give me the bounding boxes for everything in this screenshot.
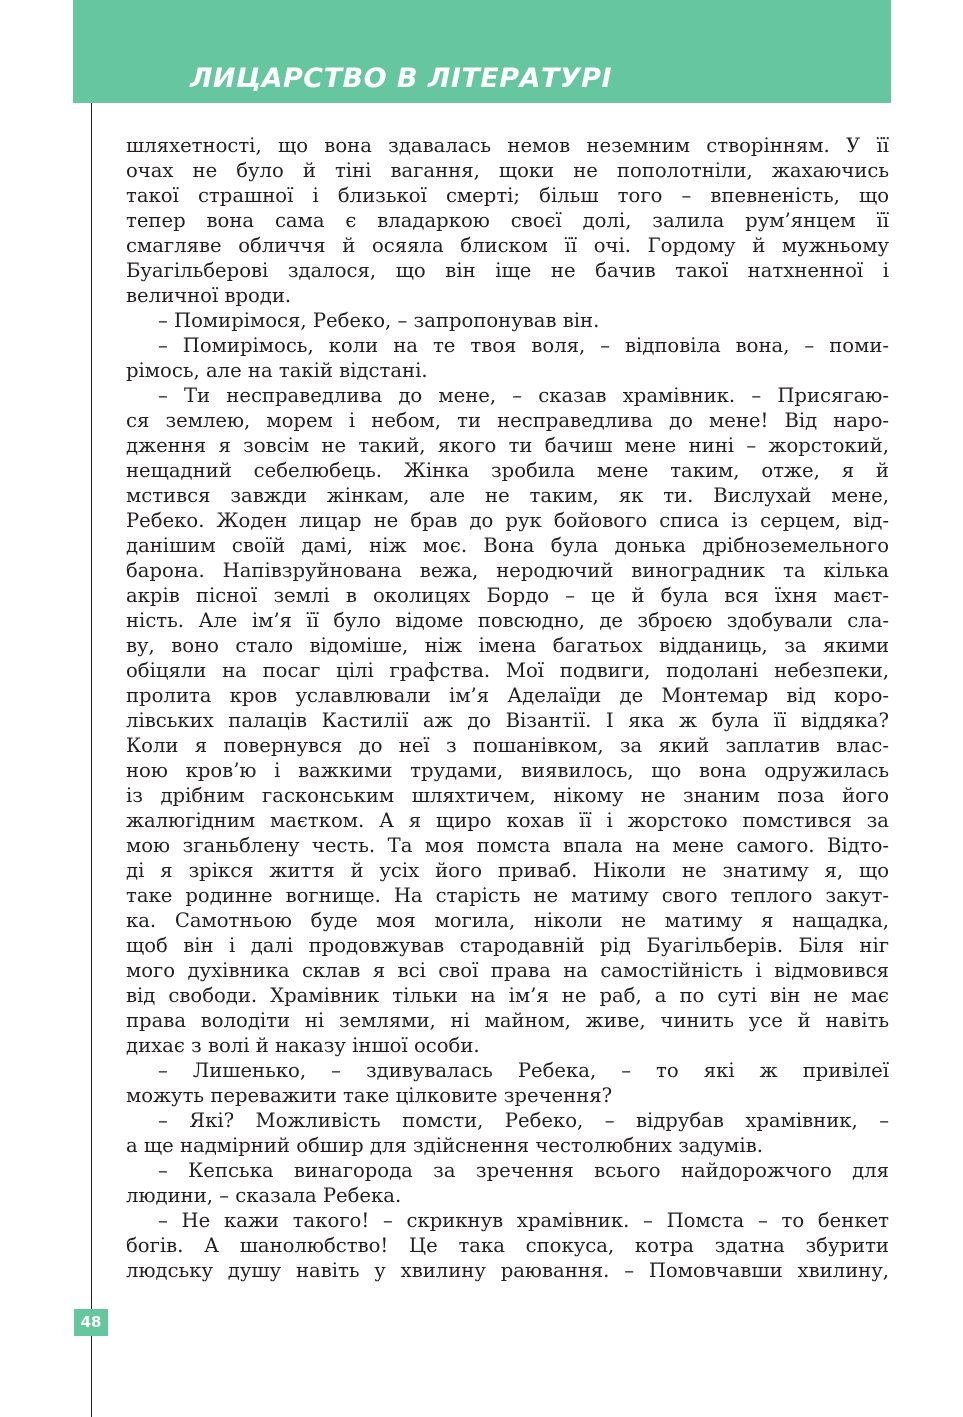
- text-line: – Лишенько, – здивувалась Ребека, – то які ж привілеї: [158, 1059, 889, 1082]
- running-header-title: ЛИЦАРСТВО В ЛІТЕРАТУРІ: [190, 63, 612, 94]
- text-line: очах не було й тіні вагання, щоки не пополотніли, жахаючись: [126, 159, 889, 182]
- text-line: ною кров’ю і важкими трудами, виявилось, що вона одружилась: [126, 759, 889, 782]
- text-line: мстився завжди жінкам, але не таким, як ти. Вислухай мене,: [126, 484, 889, 507]
- text-line: мою зганьблену честь. Та моя помста впала на мене самого. Відто-: [126, 834, 889, 857]
- text-line: жалюгідним маєтком. А я щиро кохав її і жорстоко помстився за: [126, 809, 889, 832]
- text-line: Буагільберові здалося, що він іще не бачив такої натхненної і: [126, 259, 889, 282]
- text-line: дження я зовсім не такий, якого ти бачиш мене нині – жорстокий,: [126, 434, 889, 457]
- header-band: [73, 0, 891, 103]
- text-line: права володіти ні землями, ні майном, живе, чинить усе й навіть: [126, 1009, 889, 1032]
- text-line: – Кепська винагорода за зречення всього найдорожчого для: [158, 1159, 889, 1182]
- text-line: дихає з волі й наказу іншої особи.: [126, 1034, 480, 1057]
- text-line: можуть переважити таке цілковите зречення?: [126, 1084, 613, 1107]
- text-line: данішим своїй дамі, ніж моє. Вона була донька дрібноземельного: [126, 534, 889, 557]
- text-line: людини, – сказала Ребека.: [126, 1184, 402, 1207]
- body-text: [126, 133, 889, 1283]
- text-line: шляхетності, що вона здавалась немов неземним створінням. У її: [126, 134, 889, 157]
- text-line: від свободи. Храмівник тільки на ім’я не раб, а по суті він не має: [126, 984, 889, 1007]
- text-line: такої страшної і близької смерті; більш того – впевненість, що: [126, 184, 889, 207]
- text-line: ність. Але ім’я її було відоме повсюдно, де зброєю здобували сла-: [126, 609, 889, 632]
- text-line: Коли я повернувся до неї з пошанівком, за який заплатив влас-: [126, 734, 889, 757]
- page-number-badge: 48: [74, 1309, 108, 1336]
- text-line: величної вроди.: [126, 284, 292, 307]
- text-line: – Не кажи такого! – скрикнув храмівник. – Помста – то бенкет: [158, 1209, 889, 1232]
- text-line: а ще надмірний обшир для здійснення честолюбних задумів.: [126, 1134, 763, 1157]
- text-line: обіцяли на посаг цілі графства. Мої подвиги, подолані небезпеки,: [126, 659, 889, 682]
- text-line: – Які? Можливість помсти, Ребеко, – відрубав храмівник, –: [158, 1109, 889, 1132]
- text-line: Ребеко. Жоден лицар не брав до рук бойового списа із серцем, від-: [126, 509, 889, 532]
- text-line: – Ти несправедлива до мене, – сказав храмівник. – Присягаю-: [158, 384, 889, 407]
- text-line: ка. Самотньою буде моя могила, ніколи не матиму я нащадка,: [126, 909, 889, 932]
- text-line: мого духівника склав я всі свої права на самостійність і відмовився: [126, 959, 889, 982]
- text-line: лівських палаців Кастилії аж до Візантії. І яка ж була її віддяка?: [126, 709, 889, 732]
- text-line: – Помирімось, коли на те твоя воля, – відповіла вона, – поми-: [158, 334, 889, 357]
- text-line: таке родинне вогнище. На старість не матиму свого теплого закут-: [126, 884, 889, 907]
- text-line: тепер вона сама є владаркою своєї долі, залила рум’янцем її: [126, 209, 889, 232]
- text-line: ся землею, морем і небом, ти несправедлива до мене! Від наро-: [126, 409, 889, 432]
- text-line: нещадний себелюбець. Жінка зробила мене таким, отже, я й: [126, 459, 889, 482]
- text-line: рімось, але на такій відстані.: [126, 359, 428, 382]
- text-line: смагляве обличчя й осяяла блиском її очі. Гордому й мужньому: [126, 234, 889, 257]
- text-line: барона. Напівзруйнована вежа, неродючий виноградник та кілька: [126, 559, 889, 582]
- text-line: ву, воно стало відоміше, ніж імена багатьох відданиць, за якими: [126, 634, 889, 657]
- text-line: людську душу навіть у хвилину раювання. – Помовчавши хвилину,: [126, 1259, 889, 1282]
- text-line: ді я зрікся життя й усіх його приваб. Ніколи не знатиму я, що: [126, 859, 889, 882]
- text-line: із дрібним гасконським шляхтичем, нікому не знаним поза його: [126, 784, 889, 807]
- text-line: – Помирімося, Ребеко, – запропонував він.: [158, 309, 600, 332]
- margin-rule: [91, 103, 92, 1417]
- text-line: пролита кров уславлювали ім’я Аделаїди де Монтемар від коро-: [126, 684, 889, 707]
- text-line: щоб він і далі продовжував стародавній рід Буагільберів. Біля ніг: [126, 934, 889, 957]
- text-line: богів. А шанолюбство! Це така спокуса, котра здатна збурити: [126, 1234, 889, 1257]
- text-line: акрів пісної землі в околицях Бордо – це й була вся їхня маєт-: [126, 584, 889, 607]
